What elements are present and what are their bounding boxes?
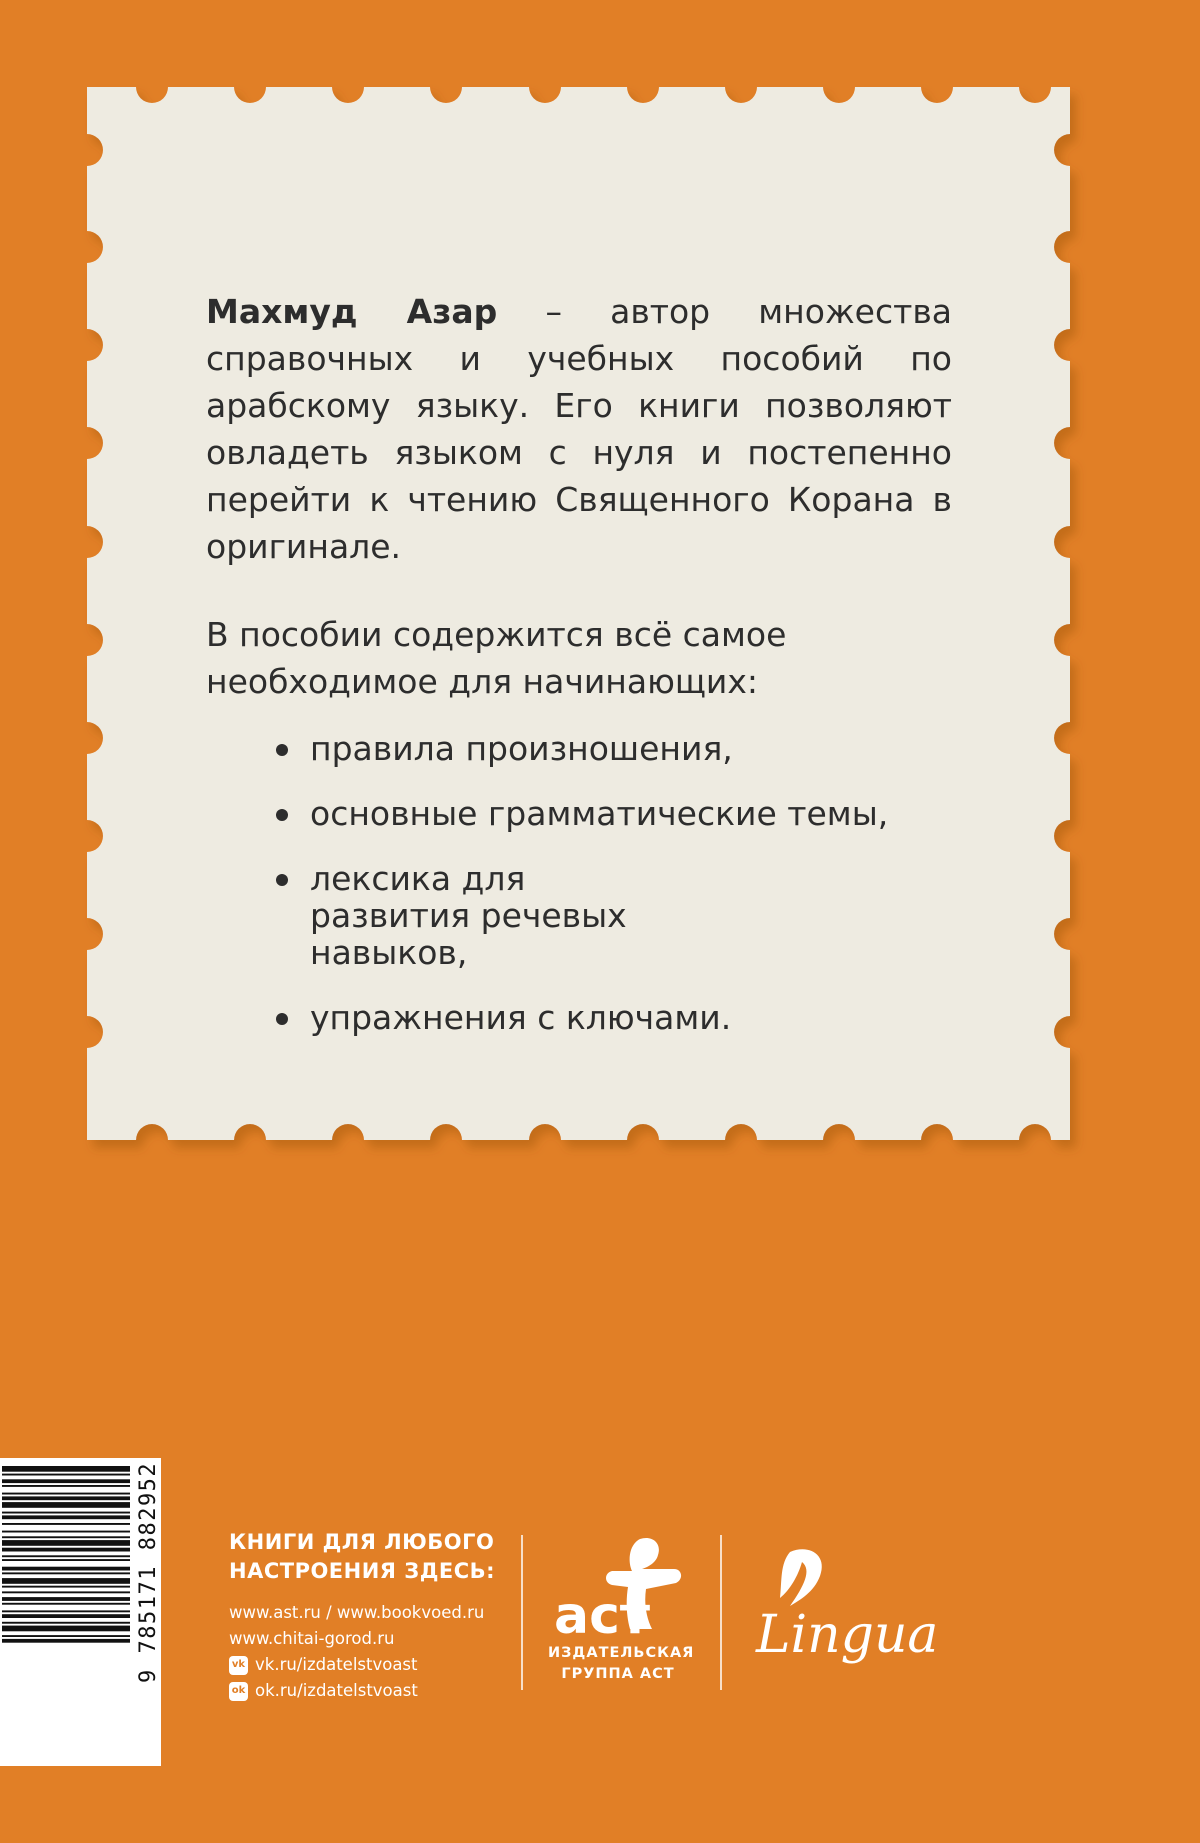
barcode-bar [2,1559,130,1561]
contents-lead: В пособии содержится всё самое необходимое для начинающих: [206,615,787,701]
barcode-bar [2,1591,130,1593]
barcode-bar [2,1578,130,1584]
barcode-bar [2,1479,130,1483]
bullet-icon [276,874,288,886]
lingua-logo-text: Lingua [756,1605,939,1665]
barcode-bar [2,1531,130,1533]
author-description [206,288,952,570]
ast-logo-text: аст [554,1586,651,1646]
ast-caption-line1: ИЗДАТЕЛЬСКАЯ [548,1645,695,1661]
barcode-bar [2,1474,130,1476]
barcode-bar [2,1536,130,1538]
list-item-text: упражнения с ключами. [310,998,732,1037]
feather-icon [780,1549,822,1606]
list-item-text: правила произношения, [310,729,733,768]
barcode-bar [2,1540,130,1546]
barcode-bar [2,1515,130,1519]
barcode-bar [2,1548,130,1552]
vk-link-text: vk.ru/izdatelstvoast [255,1655,418,1674]
ast-caption [548,1643,695,1685]
barcode-bar [2,1622,130,1624]
promo-heading-line2: НАСТРОЕНИЯ ЗДЕСЬ: [229,1559,496,1583]
vk-icon: vk [229,1656,248,1675]
barcode-bar [2,1603,130,1605]
bullet-icon [276,744,288,756]
divider [720,1535,722,1690]
list-item [276,730,952,767]
barcode-bar [2,1485,130,1487]
barcode-bar [2,1635,130,1637]
list-item-text: лексика для развития речевых навыков, [310,859,627,972]
promo-heading-line1: КНИГИ ДЛЯ ЛЮБОГО [229,1530,495,1554]
bullet-icon [276,809,288,821]
lingua-logo [750,1540,950,1670]
list-item [276,860,690,971]
barcode-bar [2,1523,130,1525]
contents-list [206,730,952,1036]
barcode-bar [2,1512,130,1514]
barcode-bar [2,1614,130,1618]
author-name: Махмуд Азар [206,292,498,331]
barcode-bar [2,1496,130,1500]
promo-block [229,1528,519,1704]
author-description-text: – автор множества справочных и учебных пособий по арабскому языку. Его книги позволяют овладеть языком с нуля и постепенно перейти к чтению Священного Корана в оригинале. [206,292,953,566]
bullet-icon [276,1013,288,1025]
list-item [276,999,952,1036]
vk-link[interactable] [229,1652,519,1678]
isbn-digits: 9 785171 882952 [136,1462,161,1684]
ok-icon: ok [229,1682,248,1701]
barcode-bar [2,1502,130,1508]
barcode-bar [2,1493,130,1495]
website-link-chitai-gorod[interactable]: www.chitai-gorod.ru [229,1629,395,1648]
promo-links [229,1600,519,1704]
website-links[interactable]: www.ast.ru / www.bookvoed.ru [229,1603,485,1622]
divider [521,1535,523,1690]
barcode-bar [2,1555,130,1557]
barcode-bar [2,1610,130,1612]
barcode-bar [2,1572,130,1574]
barcode-bar [2,1639,130,1643]
barcode-bar [2,1586,130,1588]
barcode-bar [2,1597,130,1601]
card-text [206,288,952,1064]
barcode-bar [2,1567,130,1571]
list-item [276,795,952,832]
barcode-bar [2,1466,130,1472]
barcode-bar [2,1626,130,1632]
ok-link-text: ok.ru/izdatelstvoast [255,1681,418,1700]
ok-link[interactable] [229,1678,519,1704]
ast-caption-line2: ГРУППА АСТ [561,1666,675,1682]
list-item-text: основные грамматические темы, [310,794,889,833]
